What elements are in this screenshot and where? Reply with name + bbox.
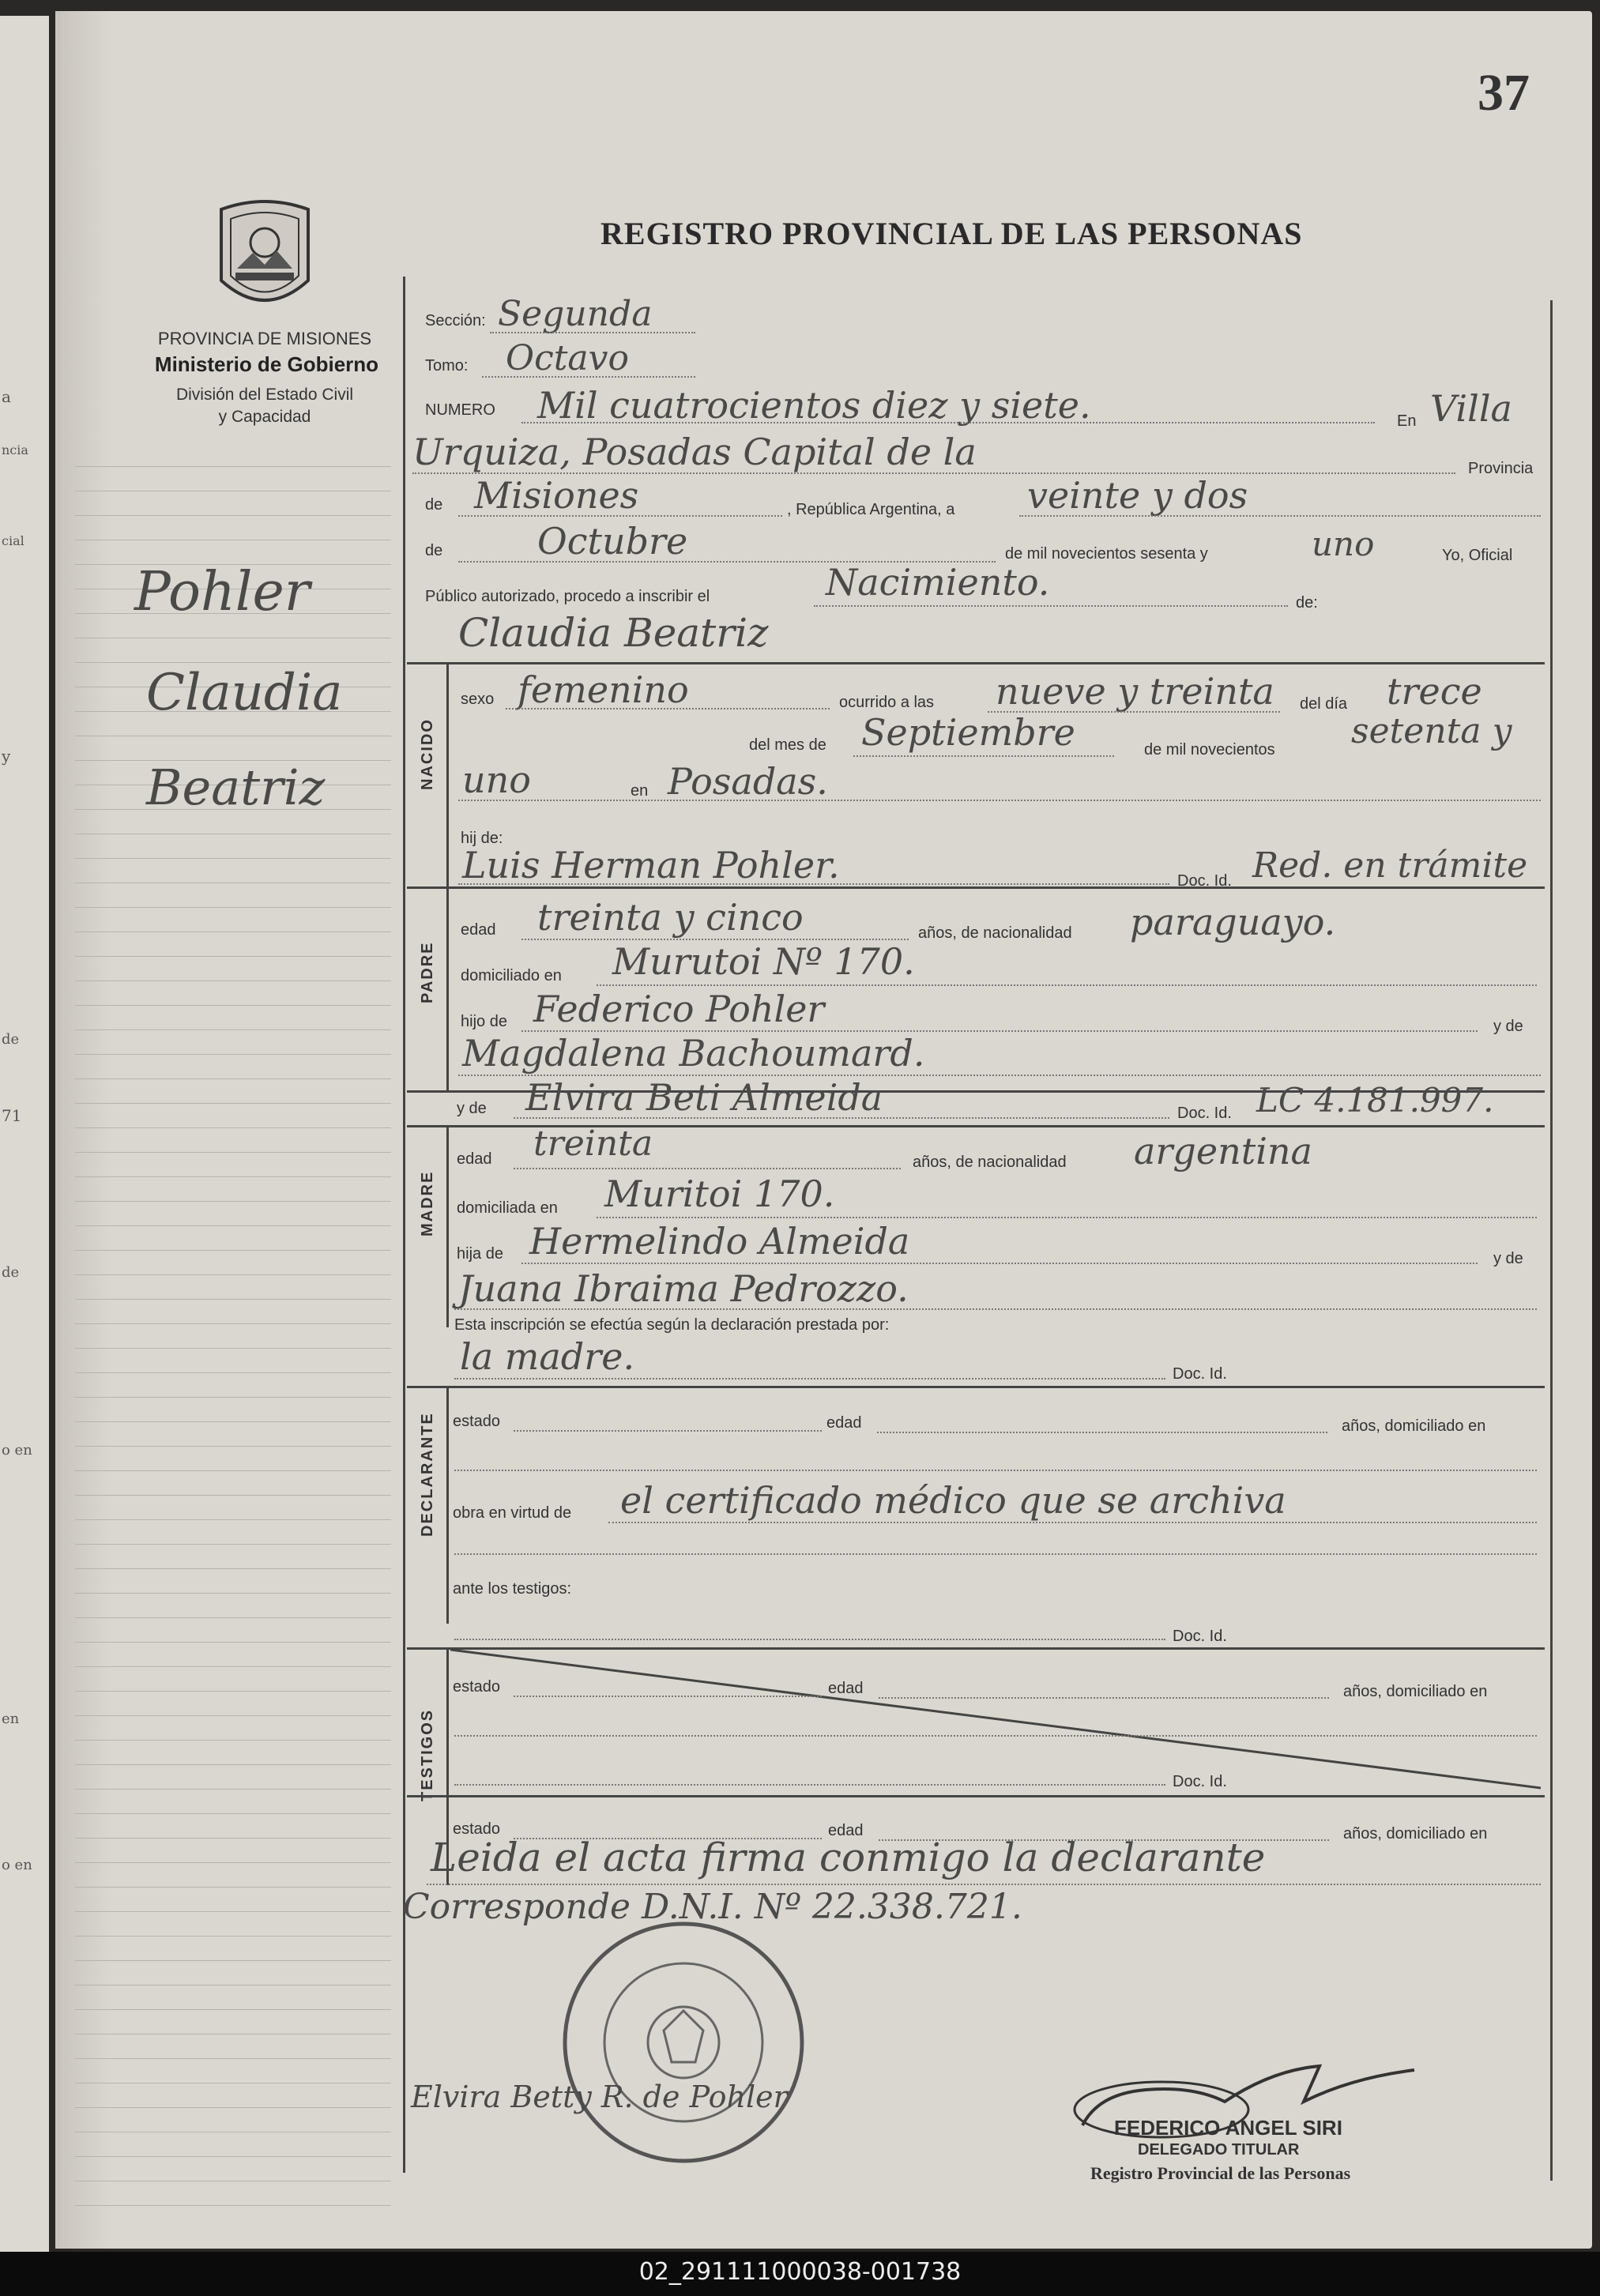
value-leido: Leida el acta firma conmigo la declarante	[431, 1835, 1266, 1880]
value-fecha-dia: veinte y dos	[1027, 474, 1248, 517]
margin-ruled-line	[75, 1446, 391, 1447]
official-role: DELEGADO TITULAR	[1138, 2141, 1300, 2159]
section-label-border	[446, 1126, 449, 1327]
value-padre-dom: Murutoi Nº 170.	[612, 940, 915, 983]
value-anio: uno	[1312, 525, 1375, 563]
left-fragment-text: o en	[2, 1857, 32, 1873]
margin-ruled-line	[75, 1666, 391, 1667]
margin-ruled-line	[75, 1936, 391, 1937]
margin-ruled-line	[75, 1568, 391, 1569]
margin-ruled-line	[75, 1764, 391, 1765]
margin-ruled-line	[75, 1250, 391, 1251]
margin-ruled-line	[75, 1127, 391, 1128]
label-numero: NUMERO	[425, 401, 495, 419]
declarant-signature: Elvira Betty R. de Pohler	[411, 2080, 788, 2114]
form-right-border	[1550, 300, 1553, 2181]
dotline	[597, 984, 1537, 986]
left-fragment-text: 71	[2, 1106, 22, 1125]
margin-ruled-line	[75, 1029, 391, 1030]
dotline	[814, 605, 1288, 607]
org-ministry: Ministerio de Gobierno	[154, 352, 379, 376]
label-anos-nac: años, de nacionalidad	[918, 924, 1072, 942]
value-numero: Mil cuatrocientos diez y siete.	[537, 384, 1091, 427]
document-title: REGISTRO PROVINCIAL DE LAS PERSONAS	[600, 216, 1303, 251]
dotline	[454, 1378, 1165, 1379]
label-en: En	[1397, 412, 1417, 430]
label-doc-id-4: Doc. Id.	[1173, 1628, 1227, 1645]
value-sexo: femenino	[518, 668, 689, 711]
org-division-2: y Capacidad	[218, 408, 311, 426]
margin-ruled-line	[75, 1789, 391, 1790]
section-rule	[407, 1795, 1545, 1797]
value-anio-nac: setenta y	[1351, 711, 1512, 751]
section-rule	[407, 886, 1545, 889]
label-edad: edad	[461, 921, 496, 939]
left-fragment-text: a	[2, 387, 11, 406]
dotline	[608, 1522, 1537, 1523]
value-seccion: Segunda	[498, 294, 653, 334]
label-declaracion: Esta inscripción se efectúa según la declaración prestada por:	[454, 1316, 890, 1334]
value-padre-edad: treinta y cinco	[537, 896, 804, 939]
left-page-fragment	[0, 16, 49, 2252]
margin-ruled-line	[75, 1617, 391, 1618]
value-madre-padre: Hermelindo Almeida	[529, 1220, 910, 1263]
margin-ruled-line	[75, 1397, 391, 1398]
label-hija-de: hija de	[457, 1245, 503, 1263]
margin-ruled-line	[75, 1470, 391, 1471]
label-domiciliado: domiciliado en	[461, 967, 562, 984]
dotline	[454, 1308, 1537, 1310]
label-estado-2: estado	[453, 1678, 501, 1696]
left-fragment-text: ncia	[2, 442, 28, 457]
margin-ruled-line	[75, 662, 391, 663]
value-lugar: Urquiza, Posadas Capital de la	[412, 431, 977, 473]
label-de-colon: de:	[1296, 594, 1318, 612]
dotline	[490, 332, 695, 333]
margin-ruled-line	[75, 1201, 391, 1202]
label-doc-id-3: Doc. Id.	[1173, 1365, 1227, 1383]
value-tomo: Octavo	[506, 338, 629, 378]
dotline	[454, 1639, 1165, 1640]
margin-ruled-line	[75, 1887, 391, 1888]
left-fragment-text: o en	[2, 1442, 32, 1459]
footer-filename: 02_291111000038-001738	[638, 2258, 962, 2286]
label-edad-4: edad	[828, 1680, 864, 1697]
label-y-de: y de	[1493, 1018, 1523, 1035]
margin-ruled-line	[75, 1323, 391, 1324]
dotline	[521, 422, 1375, 423]
section-label-border	[446, 664, 449, 889]
dotline	[506, 708, 830, 710]
label-de-2: de	[425, 542, 443, 559]
margin-ruled-line	[75, 2058, 391, 2059]
margin-ruled-line	[75, 1642, 391, 1643]
dotline	[514, 1430, 822, 1432]
margin-ruled-line	[75, 956, 391, 957]
value-madre-doc: LC 4.181.997.	[1256, 1081, 1494, 1120]
margin-ruled-line	[75, 1225, 391, 1226]
section-label-border	[446, 889, 449, 1093]
margin-ruled-line	[75, 1691, 391, 1692]
label-hijo-de: hij de:	[461, 830, 503, 847]
label-y-de-3: y de	[1493, 1250, 1523, 1267]
dotline	[521, 1263, 1478, 1264]
label-de: de	[425, 496, 443, 514]
section-padre: PADRE	[419, 941, 436, 1003]
label-edad-3: edad	[826, 1414, 862, 1432]
label-obra: obra en virtud de	[453, 1504, 572, 1522]
dotline	[879, 1697, 1329, 1699]
margin-firstname: Claudia	[146, 664, 343, 722]
margin-ruled-line	[75, 1078, 391, 1079]
margin-ruled-line	[75, 1348, 391, 1349]
org-province: PROVINCIA DE MISIONES	[157, 329, 372, 348]
margin-ruled-line	[75, 1372, 391, 1373]
official-stamp	[553, 1912, 814, 2173]
margin-ruled-line	[75, 1544, 391, 1545]
value-padre-nac: paraguayo.	[1130, 901, 1336, 943]
value-madre-nac: argentina	[1134, 1130, 1312, 1172]
section-nacido: NACIDO	[419, 718, 436, 790]
label-publico: Público autorizado, procedo a inscribir el	[425, 588, 710, 605]
margin-ruled-line	[75, 1593, 391, 1594]
value-en: Villa	[1430, 387, 1512, 430]
margin-ruled-line	[75, 1176, 391, 1177]
dotline	[427, 1884, 1541, 1885]
value-padre-doc: Red. en trámite	[1252, 845, 1528, 886]
official-name: FEDERICO ANGEL SIRI	[1114, 2116, 1342, 2140]
dotline	[514, 1117, 1169, 1119]
label-seccion: Sección:	[425, 312, 486, 329]
dotline	[454, 1784, 1165, 1786]
page-number: 37	[1478, 64, 1530, 122]
margin-ruled-line	[75, 1152, 391, 1153]
margin-ruled-line	[75, 1960, 391, 1961]
dotline	[482, 376, 695, 378]
margin-ruled-line	[75, 907, 391, 908]
margin-middlename: Beatriz	[146, 758, 326, 816]
value-mes: Septiembre	[861, 711, 1075, 754]
margin-ruled-line	[75, 2009, 391, 2010]
label-tomo: Tomo:	[425, 357, 469, 375]
margin-ruled-line	[75, 515, 391, 516]
margin-surname: Pohler	[134, 561, 311, 623]
margin-ruled-line	[75, 858, 391, 859]
dotline	[597, 1217, 1537, 1218]
label-yo-oficial: Yo, Oficial	[1442, 547, 1513, 564]
margin-ruled-line	[75, 1103, 391, 1104]
margin-ruled-line	[75, 1495, 391, 1496]
margin-ruled-line	[75, 1274, 391, 1275]
page-gutter-shadow	[55, 11, 111, 2249]
label-edad-5: edad	[828, 1822, 864, 1839]
margin-ruled-line	[75, 2107, 391, 2108]
label-y-de-2: y de	[457, 1100, 487, 1117]
margin-ruled-line	[75, 1421, 391, 1422]
label-anos-dom-3: años, domiciliado en	[1343, 1825, 1488, 1842]
value-madre-dom: Muritoi 170.	[604, 1172, 835, 1215]
value-padre-padre: Federico Pohler	[533, 988, 825, 1030]
left-fragment-text: de	[2, 1031, 20, 1048]
dotline	[454, 1735, 1537, 1737]
left-fragment-text: cial	[2, 533, 24, 548]
margin-ruled-line	[75, 2156, 391, 2157]
value-hora: nueve y treinta	[996, 670, 1274, 713]
value-madre: Elvira Beti Almeida	[525, 1076, 883, 1119]
section-rule	[407, 662, 1545, 664]
margin-ruled-line	[75, 1299, 391, 1300]
label-sexo: sexo	[461, 691, 495, 708]
section-rule	[407, 1386, 1545, 1388]
section-label-border	[446, 1387, 449, 1624]
value-dia: trece	[1387, 670, 1482, 713]
label-edad-2: edad	[457, 1150, 492, 1168]
value-padre: Luis Herman Pohler.	[462, 844, 840, 886]
value-anio-nac-2: uno	[462, 758, 531, 801]
value-nombre: Claudia Beatriz	[458, 610, 769, 656]
margin-ruled-line	[75, 1813, 391, 1814]
label-estado-3: estado	[453, 1820, 501, 1838]
dotline	[454, 1470, 1537, 1471]
label-anos-nac-2: años, de nacionalidad	[913, 1154, 1067, 1171]
value-madre-edad: treinta	[533, 1124, 653, 1164]
label-doc-id-5: Doc. Id.	[1173, 1773, 1227, 1790]
margin-ruled-line	[75, 1054, 391, 1055]
label-anos-dom: años, domiciliado en	[1342, 1417, 1486, 1435]
provincia-emblem	[213, 194, 316, 320]
value-padre-madre: Magdalena Bachoumard.	[462, 1032, 925, 1075]
section-testigos: TESTIGOS	[419, 1708, 436, 1801]
margin-ruled-line	[75, 1911, 391, 1912]
dotline	[514, 1168, 901, 1169]
label-del-mes: del mes de	[749, 736, 826, 754]
margin-ruled-line	[75, 1519, 391, 1520]
value-obra: el certificado médico que se archiva	[620, 1479, 1286, 1522]
label-hijo-de-2: hijo de	[461, 1013, 507, 1030]
section-declarante: DECLARANTE	[419, 1412, 436, 1537]
label-domiciliada: domiciliada en	[457, 1199, 558, 1217]
left-fragment-text: en	[2, 1711, 20, 1727]
label-anos-dom-2: años, domiciliado en	[1343, 1683, 1488, 1700]
label-doc-id-2: Doc. Id.	[1177, 1105, 1232, 1122]
label-estado: estado	[453, 1413, 501, 1430]
value-lugar-nac: Posadas.	[668, 760, 828, 803]
value-madre-madre: Juana Ibraima Pedrozzo.	[458, 1267, 909, 1310]
dotline	[514, 1696, 822, 1697]
value-acto: Nacimiento.	[826, 561, 1050, 604]
label-provincia: Provincia	[1468, 460, 1534, 477]
margin-ruled-line	[75, 2205, 391, 2206]
left-fragment-text: de	[2, 1264, 20, 1281]
label-doc-id: Doc. Id.	[1177, 872, 1232, 890]
dotline	[454, 1553, 1537, 1555]
left-fragment-text: y	[2, 747, 11, 766]
margin-ruled-line	[75, 1740, 391, 1741]
dotline	[458, 883, 1169, 885]
label-ante: ante los testigos:	[453, 1580, 572, 1598]
org-division: División del Estado Civil	[175, 386, 354, 404]
cancel-strike-line	[450, 1650, 1541, 1795]
value-corresponde: Corresponde D.N.I. Nº 22.338.721.	[403, 1887, 1022, 1927]
dotline	[1019, 515, 1541, 517]
label-republica: , República Argentina, a	[787, 501, 955, 518]
margin-ruled-line	[75, 1862, 391, 1863]
margin-ruled-line	[75, 1715, 391, 1716]
margin-ruled-line	[75, 1838, 391, 1839]
margin-ruled-line	[75, 1005, 391, 1006]
dotline	[458, 515, 782, 517]
dotline	[458, 800, 1541, 801]
margin-ruled-line	[75, 466, 391, 467]
official-office: Registro Provincial de las Personas	[1090, 2163, 1351, 2183]
dotline	[853, 755, 1114, 757]
label-de-mil-nov: de mil novecientos	[1144, 741, 1275, 758]
value-fecha-mes: Octubre	[537, 520, 688, 563]
label-en-2: en	[631, 782, 649, 800]
value-provincia: Misiones	[474, 474, 639, 517]
label-de-mil: de mil novecientos sesenta y	[1005, 545, 1208, 563]
section-madre: MADRE	[419, 1170, 436, 1236]
value-declarante: la madre.	[460, 1335, 635, 1378]
label-ocurrido: ocurrido a las	[839, 694, 935, 711]
dotline	[877, 1432, 1327, 1433]
label-del-dia: del día	[1300, 695, 1348, 713]
